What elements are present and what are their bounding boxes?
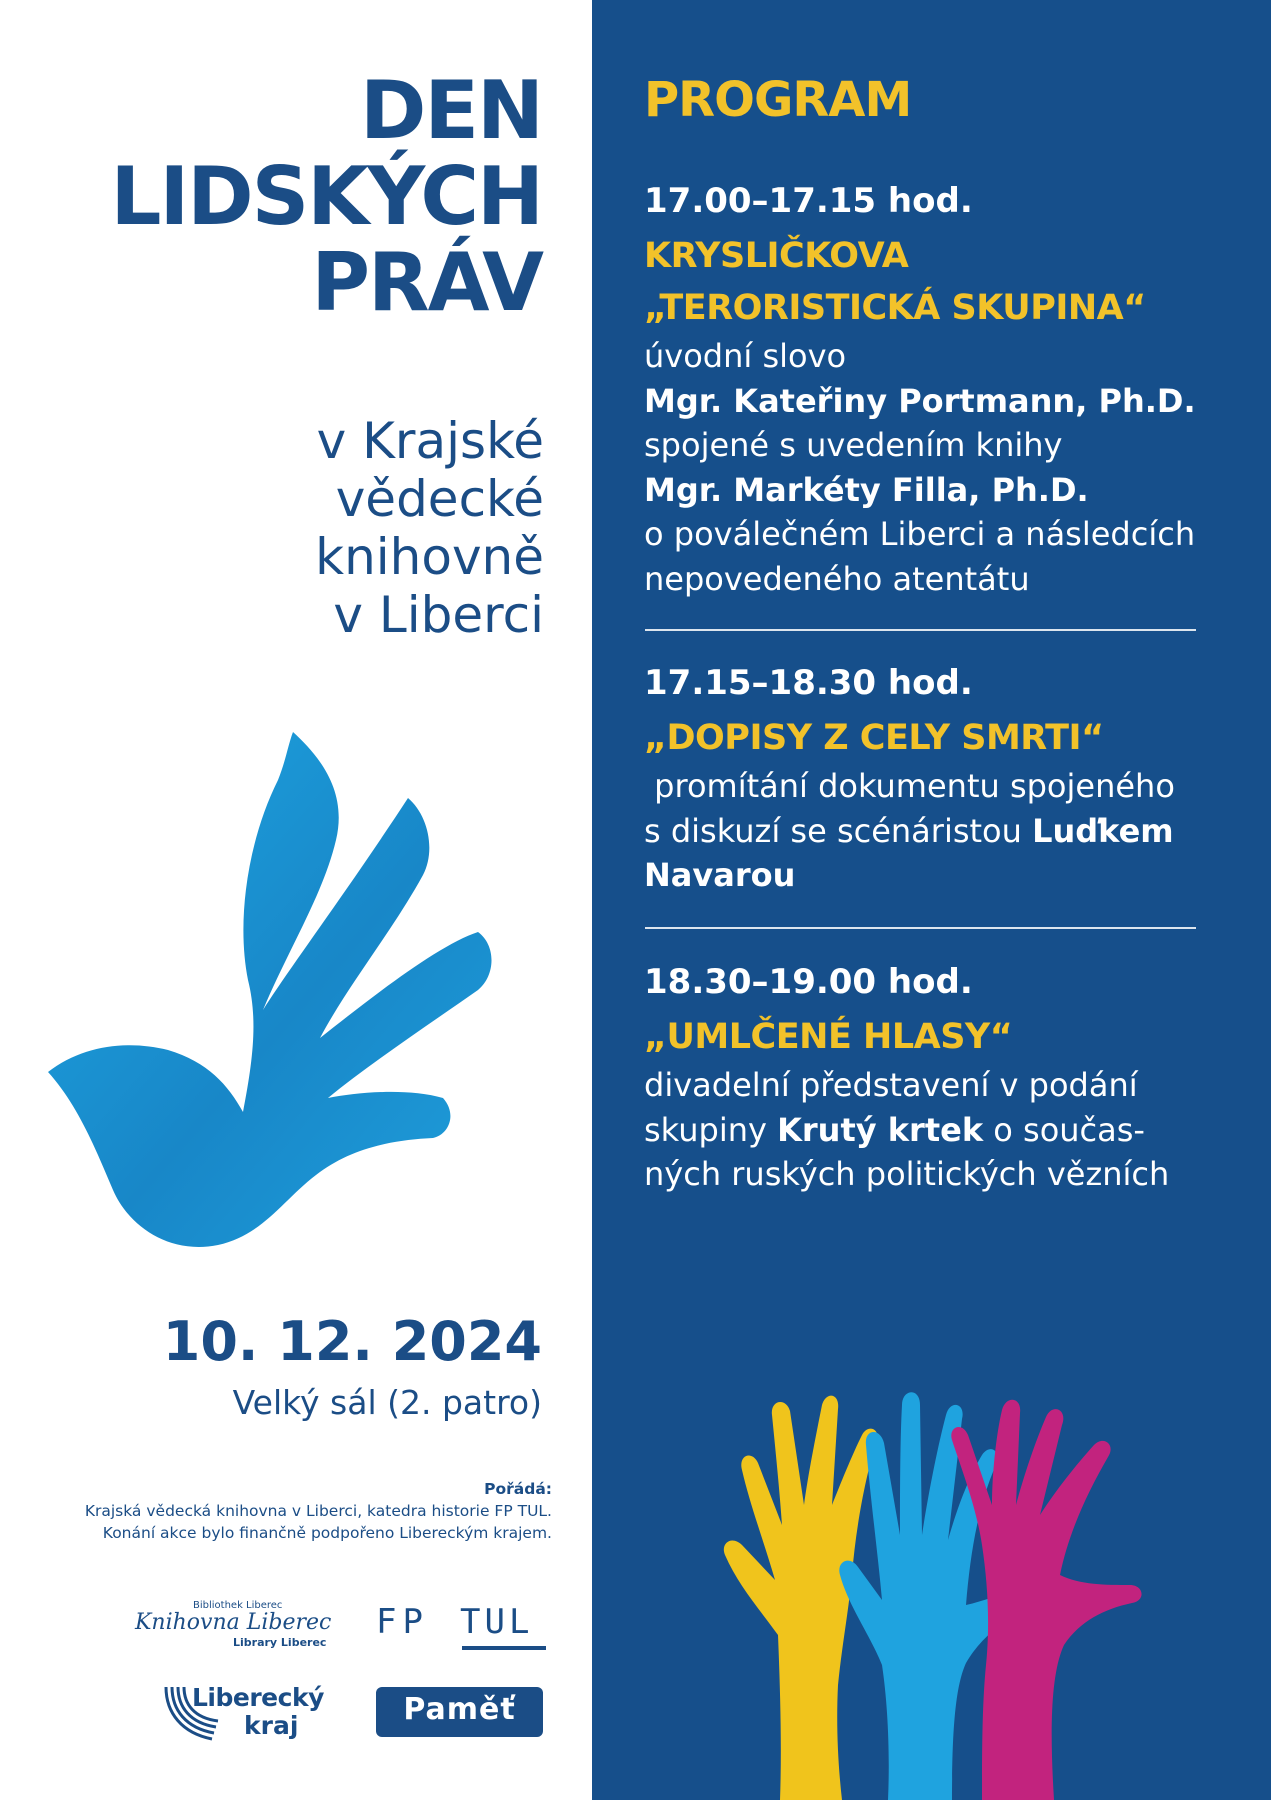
program-title: „TERORISTICKÁ SKUPINA“	[644, 288, 1146, 328]
human-rights-hand-icon	[48, 720, 558, 1250]
tul-logo-underline	[462, 1646, 546, 1650]
fp-logo: FP	[376, 1602, 429, 1642]
program-text: divadelní představení v podání	[644, 1066, 1138, 1104]
program-text: o součas-	[983, 1110, 1145, 1149]
title-line: PRÁV	[311, 236, 542, 329]
program-text: ných ruských politických vězních	[644, 1155, 1170, 1193]
program-speaker: Luďkem	[1032, 811, 1174, 850]
knihovna-liberec-logo	[135, 1600, 340, 1648]
left-panel	[0, 0, 592, 1800]
program-performer: Krutý krtek	[777, 1110, 984, 1149]
title-line: LIDSKÝCH	[110, 150, 542, 243]
logo-text: Liberecký	[192, 1683, 324, 1712]
program-time: 17.15–18.30 hod.	[644, 663, 973, 703]
pamet-logo	[376, 1687, 543, 1737]
liberecky-kraj-logo	[162, 1683, 322, 1743]
subtitle-line: v Krajské	[316, 412, 544, 470]
subtitle-line: v Liberci	[333, 586, 544, 644]
program-speaker: Mgr. Markéty Filla, Ph.D.	[644, 470, 1089, 509]
raised-hands-illustration	[720, 1385, 1180, 1800]
organizer-line: Konání akce bylo finančně podpořeno Libereckým krajem.	[102, 1524, 552, 1542]
organizer-info	[85, 1478, 552, 1544]
program-text: promítání dokumentu spojeného	[644, 767, 1175, 805]
organizer-line: Krajská vědecká knihovna v Liberci, katedra historie FP TUL.	[84, 1502, 552, 1520]
logo-text: Library Liberec	[233, 1636, 327, 1649]
program-speaker: Navarou	[644, 856, 796, 894]
subtitle-line: vědecké	[335, 470, 544, 528]
program-text: o poválečném Liberci a následcích	[644, 515, 1196, 553]
program-title: „DOPISY Z CELY SMRTI“	[644, 718, 1104, 758]
subtitle-line: knihovně	[315, 528, 544, 586]
program-heading: PROGRAM	[644, 72, 912, 128]
program-divider	[645, 927, 1196, 929]
venue-subtitle	[315, 412, 544, 644]
program-item	[644, 176, 1204, 601]
program-text: skupiny	[644, 1110, 778, 1149]
program-title: KRYSLIČKOVA	[644, 236, 909, 276]
program-title: „UMLČENÉ HLASY“	[644, 1017, 1013, 1057]
event-place: Velký sál (2. patro)	[232, 1383, 542, 1422]
program-time: 17.00–17.15 hod.	[644, 181, 973, 221]
program-divider	[645, 629, 1196, 631]
program-text: úvodní slovo	[644, 337, 847, 375]
logo-text: Bibliothek Liberec	[193, 1600, 283, 1611]
program-text: spojené s uvedením knihy	[644, 426, 1063, 464]
program-text: nepovedeného atentátu	[644, 559, 1030, 598]
logo-text: Paměť	[403, 1692, 516, 1727]
title-line: DEN	[359, 64, 542, 157]
poster-title	[110, 64, 543, 329]
organizer-heading: Pořádá:	[484, 1480, 552, 1498]
program-text: s diskuzí se scénáristou	[644, 811, 1033, 850]
program-speaker: Mgr. Kateřiny Portmann, Ph.D.	[644, 381, 1196, 420]
program-time: 18.30–19.00 hod.	[644, 962, 973, 1002]
event-date: 10. 12. 2024	[162, 1310, 542, 1373]
logo-text: kraj	[244, 1711, 299, 1740]
program-item	[644, 658, 1204, 898]
tul-logo: TUL	[460, 1602, 534, 1642]
logo-text: Knihovna Liberec	[135, 1610, 332, 1635]
program-item	[644, 957, 1204, 1197]
